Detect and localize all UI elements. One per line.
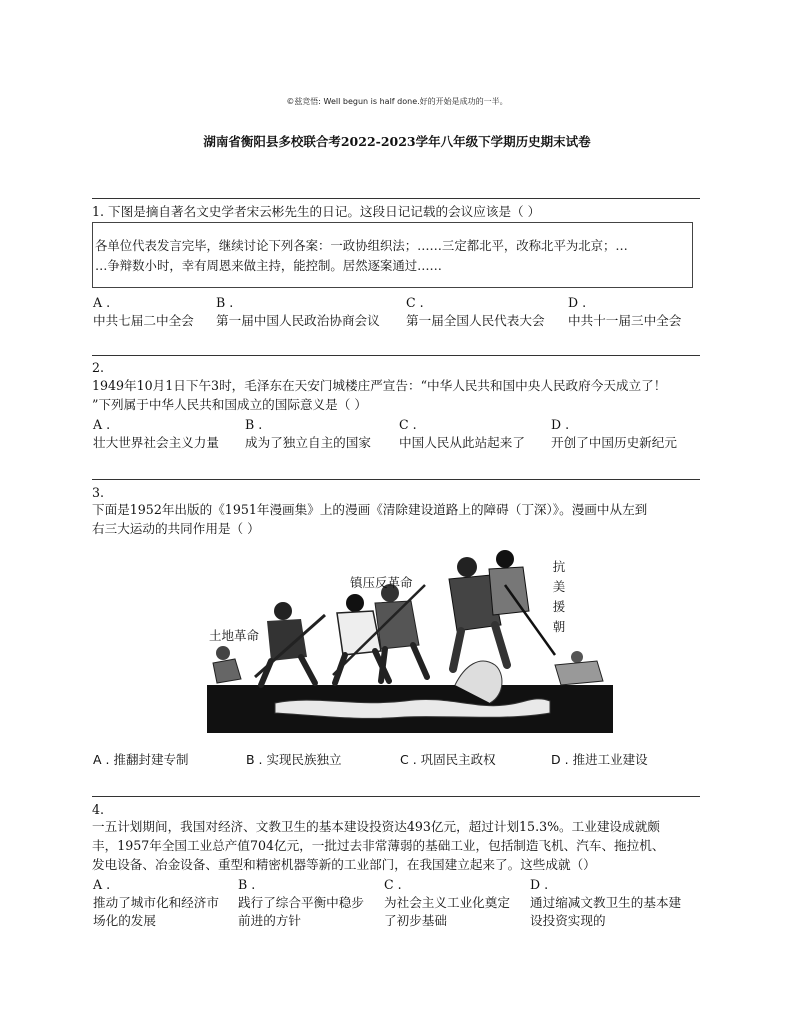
option-c[interactable] xyxy=(400,750,496,768)
option-label: C . xyxy=(399,417,417,432)
option-d[interactable] xyxy=(568,294,681,330)
option-text: 第一届中国人民政治协商会议 xyxy=(216,313,380,328)
option-label: D . xyxy=(551,752,569,767)
option-label: B . xyxy=(246,752,263,767)
label-char: 朝 xyxy=(552,619,566,634)
figure-resist-america xyxy=(449,550,555,669)
option-label: C . xyxy=(384,877,402,892)
option-text: 壮大世界社会主义力量 xyxy=(93,435,219,450)
option-a[interactable] xyxy=(93,750,189,768)
option-text: 中国人民从此站起来了 xyxy=(399,435,525,450)
option-a[interactable] xyxy=(93,876,219,930)
label-char: 援 xyxy=(552,599,566,614)
option-c[interactable] xyxy=(406,294,545,330)
option-label: A . xyxy=(93,877,111,892)
option-text: 了初步基础 xyxy=(384,913,447,928)
question-divider xyxy=(92,796,700,797)
label-char: 抗 xyxy=(552,559,566,574)
question-4-stem xyxy=(92,817,664,874)
question-3-stem xyxy=(92,500,647,538)
option-c[interactable] xyxy=(399,416,525,452)
label-resist-america-aid-korea xyxy=(551,557,567,637)
option-c[interactable] xyxy=(384,876,510,930)
option-label: A . xyxy=(93,417,111,432)
diary-line: 各单位代表发言完毕，继续讨论下列各案：一政协组织法；……三定都北平，改称北平为北京；… xyxy=(95,238,628,253)
option-text: 实现民族独立 xyxy=(266,752,342,767)
question-text: 丰，1957年全国工业总产值704亿元，一批过去非常薄弱的基础工业，包括制造飞机、汽车、拖拉机、 xyxy=(92,838,665,853)
option-a[interactable] xyxy=(93,416,219,452)
option-label: B . xyxy=(216,295,234,310)
question-text: 1949年10月1日下午3时，毛泽东在天安门城楼庄严宣告：“中华人民共和国中央人民政府今天成立了！ xyxy=(92,378,667,393)
option-b[interactable] xyxy=(238,876,364,930)
question-text: 下图是摘自著名文史学者宋云彬先生的日记。这段日记记载的会议应该是（ ） xyxy=(108,204,541,219)
option-text: 场化的发展 xyxy=(93,913,156,928)
option-text: 成为了独立自主的国家 xyxy=(245,435,371,450)
option-text: 第一届全国人民代表大会 xyxy=(406,313,545,328)
figure-landlord xyxy=(213,646,241,683)
diary-line: …争辩数小时，幸有周恩来做主持，能控制。居然逐案通过…… xyxy=(95,258,442,273)
figure-suppress-counterrevolution xyxy=(333,584,427,683)
question-text: ”下列属于中华人民共和国成立的国际意义是（ ） xyxy=(92,397,367,412)
question-2-stem xyxy=(92,376,666,414)
option-d[interactable] xyxy=(551,750,648,768)
page-title: 湖南省衡阳县多校联合考2022-2023学年八年级下学期历史期末试卷 xyxy=(203,134,591,149)
option-text: 推动了城市化和经济市 xyxy=(93,895,219,910)
label-land-reform: 土地革命 xyxy=(209,628,260,643)
question-text: 右三大运动的共同作用是（ ） xyxy=(92,521,260,536)
option-b[interactable] xyxy=(246,750,342,768)
motto: ©兹竞悟: Well begun is half done.好的开始是成功的一半。 xyxy=(286,97,508,106)
option-text: 推翻封建专制 xyxy=(113,752,189,767)
diary-quote xyxy=(95,236,691,276)
option-label: A . xyxy=(93,752,110,767)
option-text: 开创了中国历史新纪元 xyxy=(551,435,677,450)
option-label: A . xyxy=(93,295,111,310)
question-number: 1. xyxy=(92,204,105,219)
label-suppress-counterrevolution: 镇压反革命 xyxy=(350,575,413,590)
option-label: C . xyxy=(406,295,424,310)
option-text: 推进工业建设 xyxy=(572,752,648,767)
question-divider xyxy=(92,355,700,356)
question-2-number: 2. xyxy=(92,360,105,375)
option-label: B . xyxy=(245,417,263,432)
figure-enemy xyxy=(555,651,603,685)
question-text: 发电设备、冶金设备、重型和精密机器等新的工业部门，在我国建立起来了。这些成就（） xyxy=(92,857,596,872)
option-text: 为社会主义工业化奠定 xyxy=(384,895,510,910)
question-text: 一五计划期间，我国对经济、文教卫生的基本建设投资达493亿元，超过计划15.3%。工业建设成就颇 xyxy=(92,819,660,834)
option-label: D . xyxy=(551,417,570,432)
question-divider xyxy=(92,479,700,480)
question-divider xyxy=(92,198,700,199)
option-d[interactable] xyxy=(551,416,677,452)
question-1-stem xyxy=(92,202,540,221)
option-text: 通过缩减文教卫生的基本建 xyxy=(530,895,682,910)
option-a[interactable] xyxy=(93,294,194,330)
question-4-number: 4. xyxy=(92,802,105,817)
option-text: 设投资实现的 xyxy=(530,913,606,928)
question-text: 下面是1952年出版的《1951年漫画集》上的漫画《清除建设道路上的障碍（丁深）》。漫画中从左到 xyxy=(92,502,648,517)
option-label: D . xyxy=(568,295,587,310)
option-text: 前进的方针 xyxy=(238,913,301,928)
figure-land-reform xyxy=(255,602,325,685)
option-text: 巩固民主政权 xyxy=(420,752,496,767)
label-char: 美 xyxy=(552,579,566,594)
option-label: C . xyxy=(400,752,417,767)
option-b[interactable] xyxy=(216,294,380,330)
option-text: 中共七届二中全会 xyxy=(93,313,194,328)
option-d[interactable] xyxy=(530,876,681,930)
option-b[interactable] xyxy=(245,416,371,452)
question-3-number: 3. xyxy=(92,485,105,500)
option-text: 践行了综合平衡中稳步 xyxy=(238,895,364,910)
option-label: D . xyxy=(530,877,549,892)
option-label: B . xyxy=(238,877,256,892)
option-text: 中共十一届三中全会 xyxy=(568,313,682,328)
